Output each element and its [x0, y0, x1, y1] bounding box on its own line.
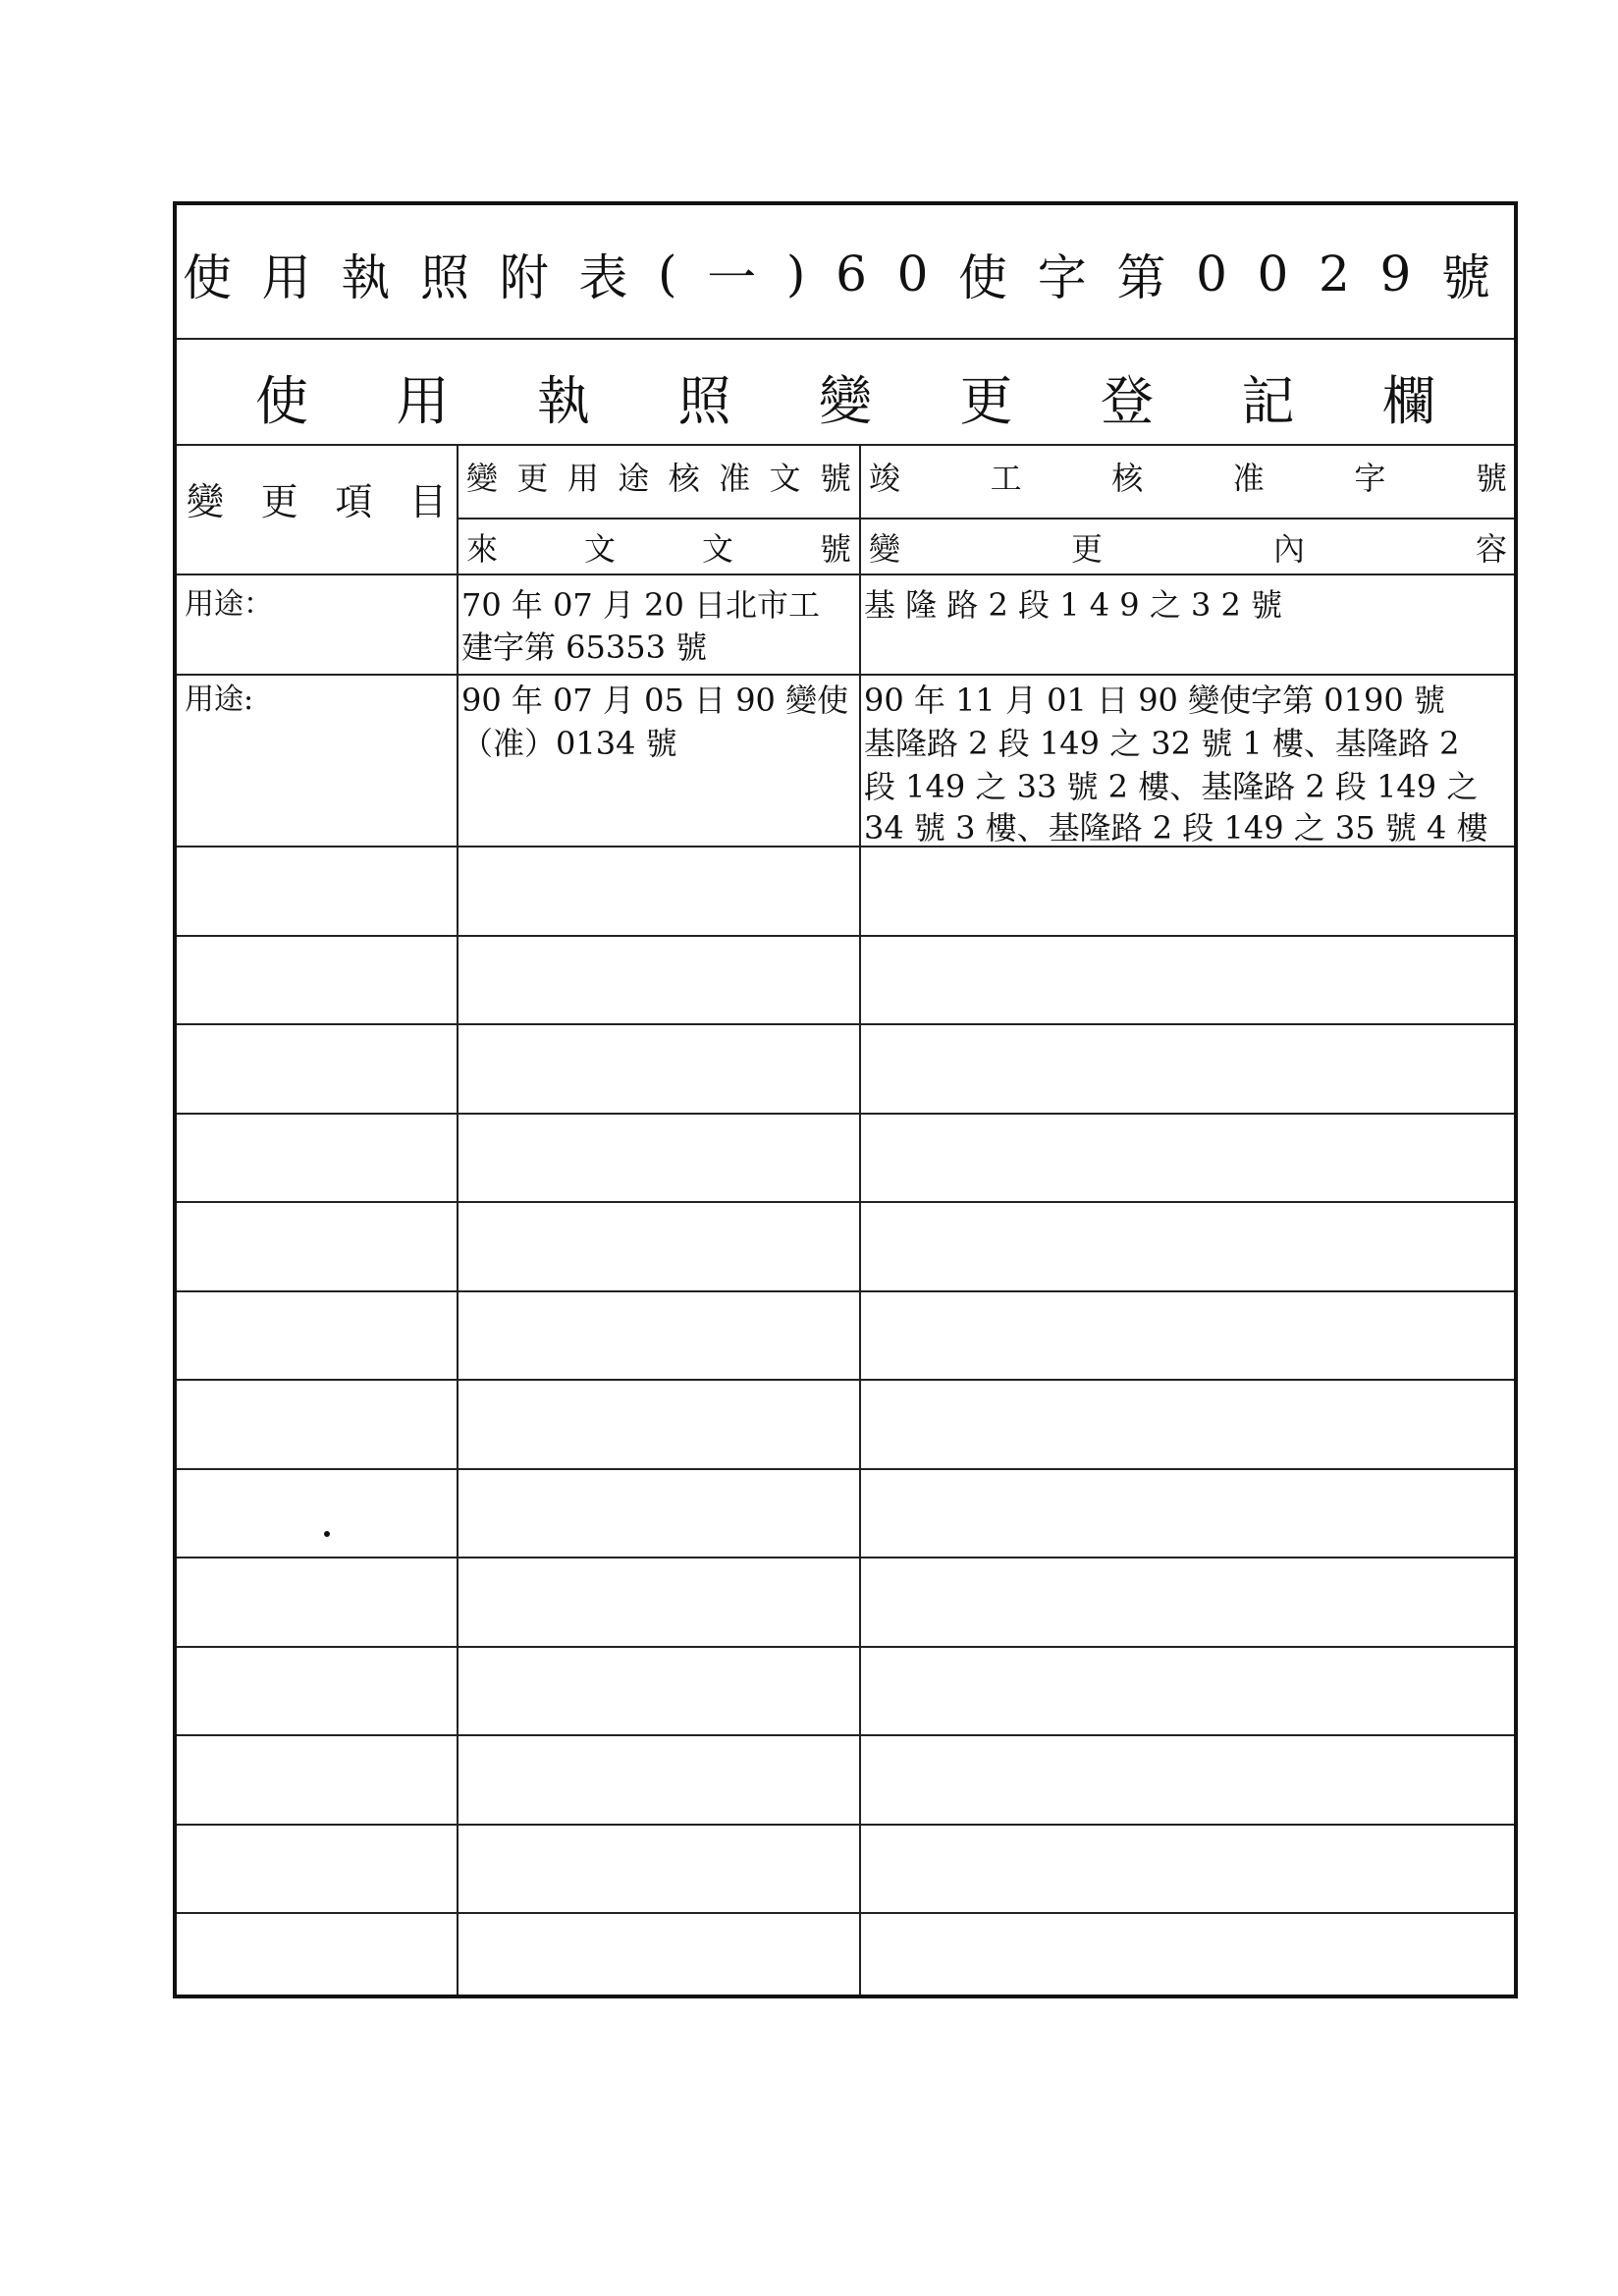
doc-number-header-char: 文 — [583, 530, 616, 568]
doc-number-header-char: 號 — [819, 530, 851, 568]
approval-header-char: 號 — [819, 460, 851, 497]
empty-row-line — [177, 1468, 1514, 1470]
empty-row-line — [177, 1290, 1514, 1292]
row2-content-line3: 段 149 之 33 號 2 樓、基隆路 2 段 149 之 — [864, 768, 1479, 805]
heading-divider — [177, 444, 1514, 446]
title-char: 表 — [578, 249, 646, 306]
header-split-line — [457, 518, 1514, 519]
document-number-header — [466, 529, 851, 569]
empty-row-line — [177, 1734, 1514, 1736]
stray-ink-dot — [324, 1531, 330, 1537]
row1-item: 用途： — [185, 587, 273, 622]
approval-header-char: 用 — [566, 460, 599, 497]
empty-row-line — [177, 1379, 1514, 1381]
title-char: 使 — [183, 249, 249, 306]
approval-header-char: 更 — [516, 460, 549, 497]
doc-number-header-char: 文 — [701, 530, 733, 568]
row2-content-line2: 基隆路 2 段 149 之 32 號 1 樓、基隆路 2 — [864, 725, 1460, 762]
change-content-header-char: 更 — [1070, 530, 1103, 568]
empty-row-line — [177, 1113, 1514, 1115]
col-divider-1 — [457, 444, 458, 1995]
row2-approval-line1: 90 年 07 月 05 日 90 變使 — [461, 682, 849, 719]
empty-row-line — [177, 1646, 1514, 1648]
item-header-char: 目 — [408, 480, 447, 523]
title-char: 照 — [420, 249, 488, 306]
title-char: ) — [785, 246, 824, 302]
col-divider-2 — [859, 444, 861, 1995]
item-header — [187, 482, 447, 521]
row1-bottom-line — [177, 674, 1514, 676]
completion-header-char: 工 — [990, 460, 1022, 497]
empty-row-line — [177, 1023, 1514, 1025]
heading-char: 執 — [537, 369, 590, 432]
completion-header-char: 字 — [1354, 460, 1386, 497]
title-char: 號 — [1441, 249, 1508, 306]
empty-row-line — [177, 1557, 1514, 1558]
title-char: 使 — [958, 249, 1026, 306]
title-char: 字 — [1037, 249, 1105, 306]
item-header-char: 變 — [187, 480, 225, 523]
row1-content: 基 隆 路 2 段 1 4 9 之 3 2 號 — [864, 586, 1283, 624]
form-title — [183, 245, 1508, 306]
approval-header — [466, 459, 851, 498]
completion-header — [869, 459, 1507, 498]
heading-char: 變 — [819, 369, 872, 432]
change-content-header-char: 容 — [1475, 530, 1507, 568]
heading-char: 登 — [1101, 369, 1154, 432]
title-char: 執 — [341, 249, 408, 306]
row2-content-line1: 90 年 11 月 01 日 90 變使字第 0190 號 — [864, 682, 1445, 719]
license-form-table — [173, 201, 1518, 1998]
heading-char: 記 — [1241, 369, 1295, 432]
empty-row-line — [177, 935, 1514, 937]
row1-approval-line1: 70 年 07 月 20 日北市工 — [461, 586, 821, 624]
approval-header-char: 准 — [719, 460, 751, 497]
row2-item: 用途: — [185, 683, 254, 717]
title-char: 第 — [1116, 249, 1184, 306]
title-char: 6 — [836, 246, 885, 302]
title-char: 0 — [1196, 246, 1245, 302]
row2-approval-line2: （准）0134 號 — [461, 725, 677, 762]
empty-row-line — [177, 1824, 1514, 1826]
change-content-header-char: 變 — [869, 530, 901, 568]
approval-header-char: 文 — [769, 460, 801, 497]
completion-header-char: 准 — [1232, 460, 1265, 497]
heading-char: 更 — [959, 369, 1013, 432]
title-divider — [177, 338, 1514, 340]
heading-char: 欄 — [1382, 369, 1435, 432]
approval-header-char: 途 — [618, 460, 650, 497]
completion-header-char: 竣 — [869, 460, 901, 497]
change-content-header-char: 內 — [1272, 530, 1305, 568]
doc-number-header-char: 來 — [466, 530, 499, 568]
row2-content-line4: 34 號 3 樓、基隆路 2 段 149 之 35 號 4 樓 — [864, 809, 1488, 847]
empty-row-line — [177, 1912, 1514, 1914]
item-header-char: 項 — [335, 480, 373, 523]
heading-char: 使 — [255, 369, 308, 432]
row1-approval-line2: 建字第 65353 號 — [461, 629, 708, 666]
title-char: 0 — [896, 246, 946, 302]
heading-char: 照 — [677, 369, 731, 432]
title-char: 附 — [499, 249, 566, 306]
header-bottom-line — [177, 574, 1514, 575]
title-char: ( — [658, 246, 695, 302]
title-char: 一 — [707, 249, 775, 306]
completion-header-char: 核 — [1111, 460, 1144, 497]
completion-header-char: 號 — [1475, 460, 1507, 497]
approval-header-char: 變 — [466, 460, 499, 497]
title-char: 用 — [261, 249, 329, 306]
item-header-char: 更 — [260, 480, 298, 523]
change-content-header — [869, 529, 1507, 569]
title-char: 2 — [1319, 246, 1368, 302]
heading-char: 用 — [396, 369, 450, 432]
empty-row-line — [177, 1201, 1514, 1203]
approval-header-char: 核 — [668, 460, 700, 497]
title-char: 9 — [1379, 246, 1429, 302]
section-heading — [255, 362, 1435, 431]
title-char: 0 — [1257, 246, 1307, 302]
